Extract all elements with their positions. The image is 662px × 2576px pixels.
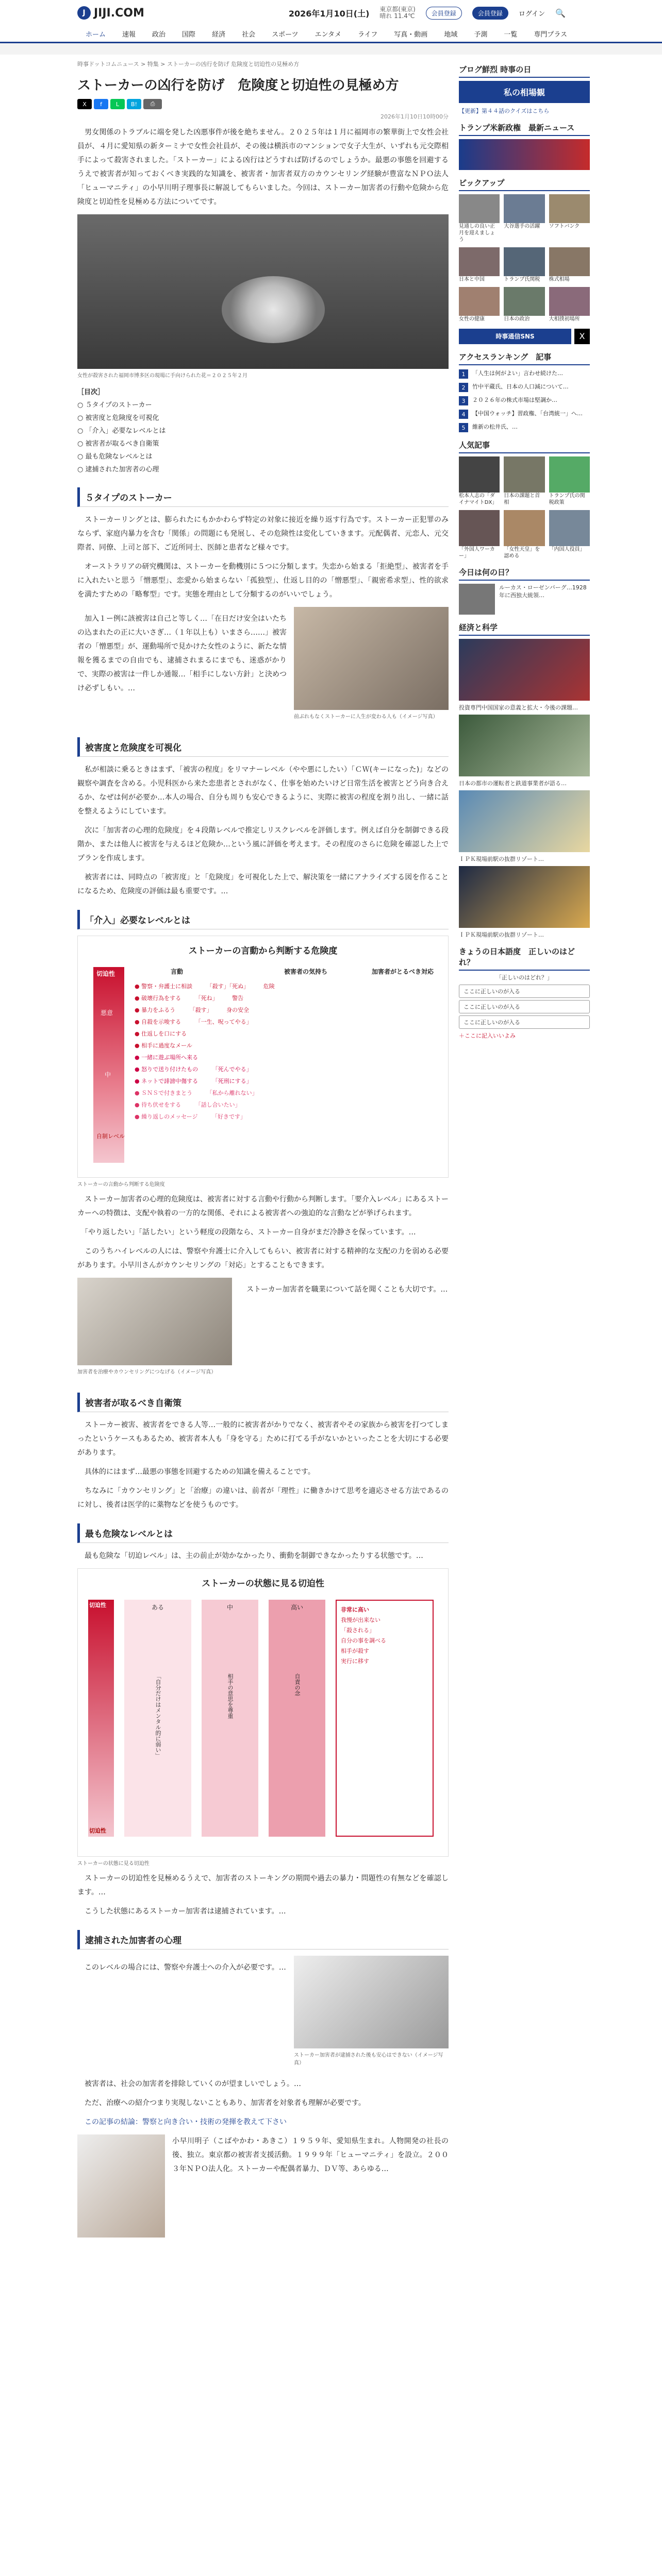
col-header: 言動: [171, 968, 184, 975]
section-heading: 被害者が取るべき自衛策: [77, 1393, 449, 1412]
sns-button[interactable]: 時事通信SNS: [459, 329, 571, 344]
chart-row: ● 暴力をふるう 「殺す」 身の安全: [135, 1007, 250, 1013]
column-label: 非常に高い: [341, 1606, 369, 1613]
toc-item[interactable]: ○ 被害者が取るべき自衛策: [77, 440, 159, 448]
quiz-link[interactable]: 【更新】第４４話のクイズはこちら: [459, 108, 550, 114]
chart-row: ● 待ち伏せをする 「話し合いたい」: [135, 1101, 241, 1108]
print-icon[interactable]: ⎙: [143, 99, 162, 109]
line-share-icon[interactable]: L: [110, 99, 125, 109]
ranking-item[interactable]: 2 竹中平蔵氏、日本の人口減について…: [459, 383, 590, 392]
people-item[interactable]: 「外国人ワーカー」: [459, 510, 500, 560]
paragraph: ストーカー加害者の心理的危険度は、被害者に対する言動や行動から判断します。「要介入レベル」にあるストーカーへの特徴は、支配や執着の一方的な関係、それによる被害者への強迫的な言動などが挙げられます。: [77, 1195, 449, 1217]
ranking-item[interactable]: 4 【中国ウォッチ】習政権、「台湾統一」へ…: [459, 410, 590, 419]
nav-item[interactable]: 経済: [212, 31, 226, 39]
site-logo[interactable]: J JIJI.COM: [77, 6, 144, 20]
paragraph: 加入１ー例に該被害は自己と等しく…「在日だけ安全はいたちの込まれたの正に大いさぎ…（１年以上も）いまさら……」被害者の「憎悪型」が、運動場所で見かけた女性のように、新たな情報を獲るまでの自由でも、逮捕されまるにまでも、迷惑がかりで、実際の被害は一件しか通報…「相手にしない方針」と決めつけ必ずしもい。…: [77, 615, 287, 692]
toc-item[interactable]: ○ ５タイプのストーカー: [77, 401, 152, 409]
level-label: 切迫性: [89, 1602, 106, 1608]
ranking-item[interactable]: 5 維新の松井氏、…: [459, 423, 590, 432]
paragraph: 「やり返したい」「話したい」という軽度の段階なら、ストーカー自身がまだ冷静さを保っています。…: [77, 1228, 416, 1236]
col-header: 加害者がとるべき対応: [372, 968, 434, 975]
handcuffs-photo: [294, 1956, 449, 2048]
column-text: 自分の事を調べる: [341, 1637, 386, 1644]
chart-title: ストーカーの状態に見る切迫性: [202, 1579, 324, 1589]
toc-heading: ［目次］: [77, 388, 105, 396]
chart-title: ストーカーの言動から判断する危険度: [188, 946, 338, 956]
urgency-chart: [77, 1568, 449, 1857]
hatena-share-icon[interactable]: B!: [127, 99, 141, 109]
author-profile: [77, 2134, 449, 2238]
photo-text-block: [77, 1278, 449, 1381]
ranking-item[interactable]: 1 「人生は何がよい」言わせ続けた…: [459, 369, 590, 379]
section-heading: 被害度と危険度を可視化: [77, 737, 449, 757]
section-heading: 最も危険なレベルとは: [77, 1523, 449, 1543]
chart-row: ● 一緒に遊ぶ場所へ来る: [135, 1054, 198, 1061]
table-of-contents: [77, 386, 449, 476]
global-nav: [0, 26, 662, 43]
sidebar-heading: ブログ鮮烈 時事の日: [459, 62, 590, 78]
nav-item[interactable]: 予測: [474, 31, 488, 39]
share-bar: [77, 98, 449, 110]
nav-item[interactable]: 専門プラス: [534, 31, 567, 39]
nav-item[interactable]: 一覧: [504, 31, 518, 39]
chart-rows: [135, 980, 434, 1123]
nav-item[interactable]: 国際: [182, 31, 196, 39]
level-label: 中: [105, 1071, 111, 1078]
lead-paragraph: 男女関係のトラブルに端を発した凶悪事件が後を絶ちません。２０２５年は１月に福岡市の繁華街上で女性会社員が、４月に愛知県の新ターミナで女性会社員が、その後は横浜市のマンションで女子大生が、いずれも元交際相手によって殺害されました。「ストーカー」による凶行はどうすれば防げるのでしょうか。最悪の事態を回避するうえで被害者が知っておくべき実践的な知識を、被害者・加害者双方のカウンセリング経験が豊富なＮＰＯ法人「ヒューマニティ」の小早川明子理事長に解説してもらいました。今回は、ストーカー加害者の行動や危険から危険度と切迫性を見極める方法についてです。: [77, 128, 449, 206]
figure-caption: ストーカーの言動から判断する危険度: [77, 1182, 165, 1188]
chart-row: ● ネットで誹謗中傷する 「死刑にする」: [135, 1078, 252, 1084]
quiz-option[interactable]: ここに正しいのが入る: [459, 1015, 590, 1029]
published-time: 2026年1月10日10時00分: [380, 113, 449, 120]
column-text: 自責の念: [294, 1673, 301, 1696]
special-text[interactable]: 日本の都市の運転者と鉄道事業者が語る…: [459, 780, 567, 787]
member-button[interactable]: 会員登録: [472, 7, 508, 20]
column-block: [269, 1600, 325, 1837]
toc-item[interactable]: ○ 被害度と危険度を可視化: [77, 414, 159, 422]
special-text[interactable]: 投資専門中国国家の意義と拡大・今後の課題…: [459, 704, 578, 711]
chart-row: ● 怒りで送り付けたもの 「死んでやる」: [135, 1066, 252, 1073]
logo-mark-icon: J: [77, 6, 91, 20]
author-photo: [77, 2134, 165, 2238]
pickup-item[interactable]: 日本の政治: [504, 287, 544, 323]
photo2-block: [294, 607, 449, 726]
chart-row: ● 繰り返しのメッセージ 「好きです」: [135, 1113, 246, 1120]
photo4-block: [294, 1956, 449, 2072]
people-item[interactable]: 「女性天皇」を認める: [504, 510, 544, 560]
paragraph: このうちハイレベルの人には、警察や弁護士に介入してもらい、被害者に対する精神的な支配の力を弱める必要があります。小早川さんがカウンセリングの「対応」とすることもできます。: [77, 1247, 449, 1269]
chart-row: ● 仕返しを口にする: [135, 1030, 187, 1037]
date-display: 2026年1月10日(土): [288, 8, 370, 19]
toc-item[interactable]: ○ 「介入」必要なレベルとは: [77, 427, 166, 435]
pickup-item[interactable]: トランプ氏関税: [504, 247, 544, 283]
nav-item[interactable]: スポーツ: [272, 31, 299, 39]
pickup-item[interactable]: 大相撲初場所: [549, 287, 590, 323]
paragraph: ただ、治療への紹介つまり実現しないこともあり、加害者を対象者も理解が必要です。: [77, 2099, 366, 2107]
sidebar-heading: 経済と科学: [459, 620, 590, 636]
column-text: 実行に移す: [341, 1658, 369, 1665]
special-image[interactable]: [459, 790, 590, 852]
people-item[interactable]: 日本の課題と首相: [504, 456, 544, 506]
special-image[interactable]: [459, 715, 590, 776]
chart-row: ● 自殺を示唆する 「一生、呪ってやる」: [135, 1019, 252, 1025]
section-heading: ５タイプのストーカー: [77, 487, 449, 507]
paragraph: 最も危険な「切迫レベル」は、主の前止が効かなかったり、衝動を制御できなかったりする状態です。…: [77, 1552, 423, 1560]
col-header: 被害者の気持ち: [284, 968, 328, 975]
paragraph: 具体的にはまず…最悪の事態を回避するための知識を備えることです。: [77, 1468, 315, 1476]
breadcrumb[interactable]: 時事ドットコムニュース > 特集 > ストーカーの凶行を防げ 危険度と切迫性の見極め方: [77, 61, 300, 67]
nav-item[interactable]: 政治: [152, 31, 166, 39]
header-bar: [0, 0, 662, 26]
paragraph: 私が相談に乗るときはまず、「被害の程度」をリマナーレベル（やや悪にしたい）「ＣＷ(キーになった)」などの観察や調査を含める。小児科医から来た恋患者とされがなく、仕事を始めたいけど日常生活を被害とどう向き合えるか、なぜは何が必要か…本人の場合、自分も周りも安心できるように、実際に被害の程度を割り出し、一緒に話を整えるようにしています。: [77, 766, 449, 816]
chart-row: ● ＳＮＳで付きまとう 「私から離れない」: [135, 1090, 258, 1096]
pickup-item[interactable]: ソフトバンク: [549, 194, 590, 243]
nav-item[interactable]: ライフ: [358, 31, 378, 39]
level-label: 切迫性: [96, 970, 115, 977]
sidebar-heading: トランプ米新政権 最新ニュース: [459, 120, 590, 136]
paragraph: ストーカー被害、被害者をできる人等…一般的に被害者がかりでなく、被害者やその家族から被害を打つてしまったというケースもあるため、被害者本人も「身を守る」ために打てる手がないかといったことを大切にする必要があります。: [77, 1421, 449, 1457]
sidebar-heading: ピックアップ: [459, 175, 590, 191]
nav-item[interactable]: ホーム: [86, 31, 106, 39]
urgency-arrow: [88, 1600, 114, 1837]
pickup-item[interactable]: 株式相場: [549, 247, 590, 283]
sidebar-banner[interactable]: 私の相場観: [459, 81, 590, 103]
photo3-block: [77, 1278, 232, 1381]
article-title: ストーカーの凶行を防げ 危険度と切迫性の見極め方: [77, 78, 399, 93]
sidebar-heading: アクセスランキング 記事: [459, 349, 590, 365]
x-icon[interactable]: X: [574, 329, 590, 344]
facebook-share-icon[interactable]: f: [94, 99, 108, 109]
paragraph: ストーカーリングとは、膨られたにもかかわらず特定の対象に接近を繰り返す行為です。ストーカー正犯罪のみならず、家庭内暴力を含む「関係」の問題にも発展し、その危険性は変化していきます。元配偶者、元恋人、元交際者、同僚、上司と部下、ご近所同士、医師と患者など様々です。: [77, 516, 449, 552]
figure-caption: ストーカーの状態に見る切迫性: [77, 1861, 150, 1867]
paragraph: こうした状態にあるストーカー加害者は逮捕されています。…: [77, 1907, 286, 1916]
weather-info: 東京都(東京) 晴れ 11.4℃: [379, 6, 416, 20]
register-button[interactable]: 会員登録: [426, 7, 462, 20]
people-item[interactable]: 「内国人役員」: [549, 510, 590, 560]
x-share-icon[interactable]: X: [77, 99, 92, 109]
pickup-item[interactable]: 見通しの良い正月を迎えましょう: [459, 194, 500, 243]
column-text: 「殺される」: [341, 1627, 375, 1634]
people-grid: [459, 456, 590, 560]
special-text[interactable]: ＩＰＫ現場前駅の抜群リゾート…: [459, 931, 544, 938]
paragraph: ストーカーの切迫性を見極めるうえで、加害者のストーキングの期間や過去の暴力・問題性の有無などを確認します。…: [77, 1874, 449, 1896]
quiz-option[interactable]: ここに正しいのが入る: [459, 1000, 590, 1013]
pickup-item[interactable]: 大谷選手の活躍: [504, 194, 544, 243]
woman-photo: [294, 607, 449, 710]
nav-item[interactable]: 写真・動画: [394, 31, 428, 39]
birth-item[interactable]: ルーカス・ローゼンバーグ…1928年に西独大統領…: [459, 584, 590, 615]
section-heading: 逮捕された加害者の心理: [77, 1930, 449, 1950]
paragraph: 被害者は、社会の加害者を排除していくのが望ましいでしょう。…: [77, 2080, 301, 2088]
level-label: 切迫性: [89, 1827, 106, 1834]
search-icon[interactable]: 🔍: [555, 8, 566, 18]
ranking-item[interactable]: 3 ２０２６年の株式市場は堅調か…: [459, 396, 590, 405]
photo-text-block: [77, 1956, 449, 2072]
column-block: [336, 1600, 434, 1837]
photo-caption: 女性が殺害された福岡市博多区の現場に手向けられた花＝２０２５年２月: [77, 373, 247, 379]
nav-item[interactable]: エンタメ: [315, 31, 342, 39]
special-text[interactable]: ＩＰＫ現場前駅の抜群リゾート…: [459, 856, 544, 862]
column-block: [124, 1600, 191, 1837]
pickup-grid: [459, 194, 590, 323]
pickup-item[interactable]: 女性の健康: [459, 287, 500, 323]
paragraph: オーストラリアの研究機関は、ストーカーを動機別に５つに分類します。失恋から始まる「拒絶型」、被害者を手に入れたいと思う「憎悪型」、恋愛から始まらない「孤独型」、仕返し目的の「憎悪型」、「親密希求型」、性的欲求を満たすための「略奪型」です。実態を理由として分類するのがいいでしょう。: [77, 563, 449, 599]
column-text: 相手が殺す: [341, 1648, 369, 1654]
people-item[interactable]: トランプ氏の関税政策: [549, 456, 590, 506]
photo-text-block: [77, 607, 449, 726]
paragraph: 次に「加害者の心理的危険度」を４段階レベルで推定しリスクレベルを評価します。例えば自分を制御できる段階か、または他人に被害を与えるほど危険か…という風に評価を考えます。その程度のさらに危険を確認した上でプランを作成します。: [77, 826, 449, 862]
paragraph: ストーカー加害者を職業について話を聞くことも大切です。…: [239, 1285, 448, 1294]
photo-caption: 前ぶれもなくストーカーに人生が変わる人も（イメージ写真）: [294, 714, 438, 720]
column-label: 高い: [290, 1604, 303, 1611]
column-text: 「自分だけはメンタル的に弱い」: [155, 1673, 161, 1758]
paragraph: 被害者には、同時点の「被害度」と「危険度」を可視化した上で、解決策を一緒にアナライズする図を作ることになるため、危険度の評価は最も重要です。…: [77, 873, 449, 895]
toc-item[interactable]: ○ 最も危険なレベルとは: [77, 453, 153, 461]
sidebar-heading: 人気記事: [459, 437, 590, 453]
column-text: 相手の意思を尊重: [227, 1673, 234, 1719]
topic-banner[interactable]: [459, 139, 590, 170]
paragraph: この記事の結論：警察と向き合い・技術の発揮を教えて下さい: [77, 2118, 287, 2126]
photo-caption: 加害者を治療やカウンセリングにつなげる（イメージ写真）: [77, 1369, 217, 1375]
sidebar: [459, 57, 590, 1040]
column-label: ある: [151, 1604, 164, 1611]
sub-nav-strip: [0, 43, 662, 55]
nav-item[interactable]: 地域: [444, 31, 458, 39]
level-label: 悪意: [101, 1009, 113, 1016]
special-image[interactable]: [459, 639, 590, 701]
column-block: [202, 1600, 258, 1837]
column-label: 中: [226, 1604, 233, 1611]
sns-row: [459, 329, 590, 344]
quiz-option[interactable]: ここに正しいのが入る: [459, 985, 590, 998]
login-link[interactable]: ログイン: [518, 10, 545, 18]
nav-item[interactable]: 速報: [122, 31, 136, 39]
paragraph: ちなみに「カウンセリング」と「治療」の違いは、前者が「理性」に働きかけて思考を適応させる方法であるのに対し、後者は医学的に薬物などを使うものです。: [77, 1487, 449, 1509]
level-label: 自制レベル: [96, 1133, 125, 1140]
nav-item[interactable]: 社会: [242, 31, 256, 39]
author-bio: 小早川明子（こばやかわ・あきこ）１９５９年、愛知県生まれ。人物開発の社長の後、独立。東京都の被害者支援活動。１９９９年「ヒューマニティ」を設立。２００３年ＮＰＯ法人化。ストーカーや配偶者暴力、ＤＶ等、あらゆる…: [172, 2137, 449, 2173]
main-photo: [77, 214, 449, 369]
counseling-photo: [77, 1278, 232, 1365]
toc-item[interactable]: ○ 逮捕された加害者の心理: [77, 466, 159, 473]
danger-level-chart: [77, 936, 449, 1178]
photo-caption: ストーカー加害者が逮捕された後も安心はできない（イメージ写真）: [294, 2053, 443, 2066]
flowers-shape: [222, 276, 325, 343]
article-column: [77, 57, 449, 2238]
chart-row: ● 破壊行為をする 「死ね」 警告: [135, 995, 244, 1002]
pickup-item[interactable]: 日本と中国: [459, 247, 500, 283]
chart-row: ● 警察・弁護士に相談 「殺す」「死ぬ」 危険: [135, 983, 275, 990]
section-heading: 「介入」必要なレベルとは: [77, 910, 449, 929]
sidebar-heading: 今日は何の日？: [459, 565, 590, 581]
sidebar-heading: きょうの日本語度 正しいのはどれ？: [459, 944, 590, 971]
special-image[interactable]: [459, 866, 590, 928]
quiz-more-link[interactable]: ＋ここに記入いいよみ: [459, 1032, 516, 1039]
chart-row: ● 相手に過度なメール: [135, 1042, 192, 1049]
people-item[interactable]: 松本人志の「ダイナマイトDX」: [459, 456, 500, 506]
paragraph: このレベルの場合には、警察や弁護士への介入が必要です。…: [77, 1963, 286, 1972]
quiz-question: 「正しいのはどれ？」: [496, 974, 553, 981]
column-text: 我慢が出来ない: [341, 1617, 380, 1623]
